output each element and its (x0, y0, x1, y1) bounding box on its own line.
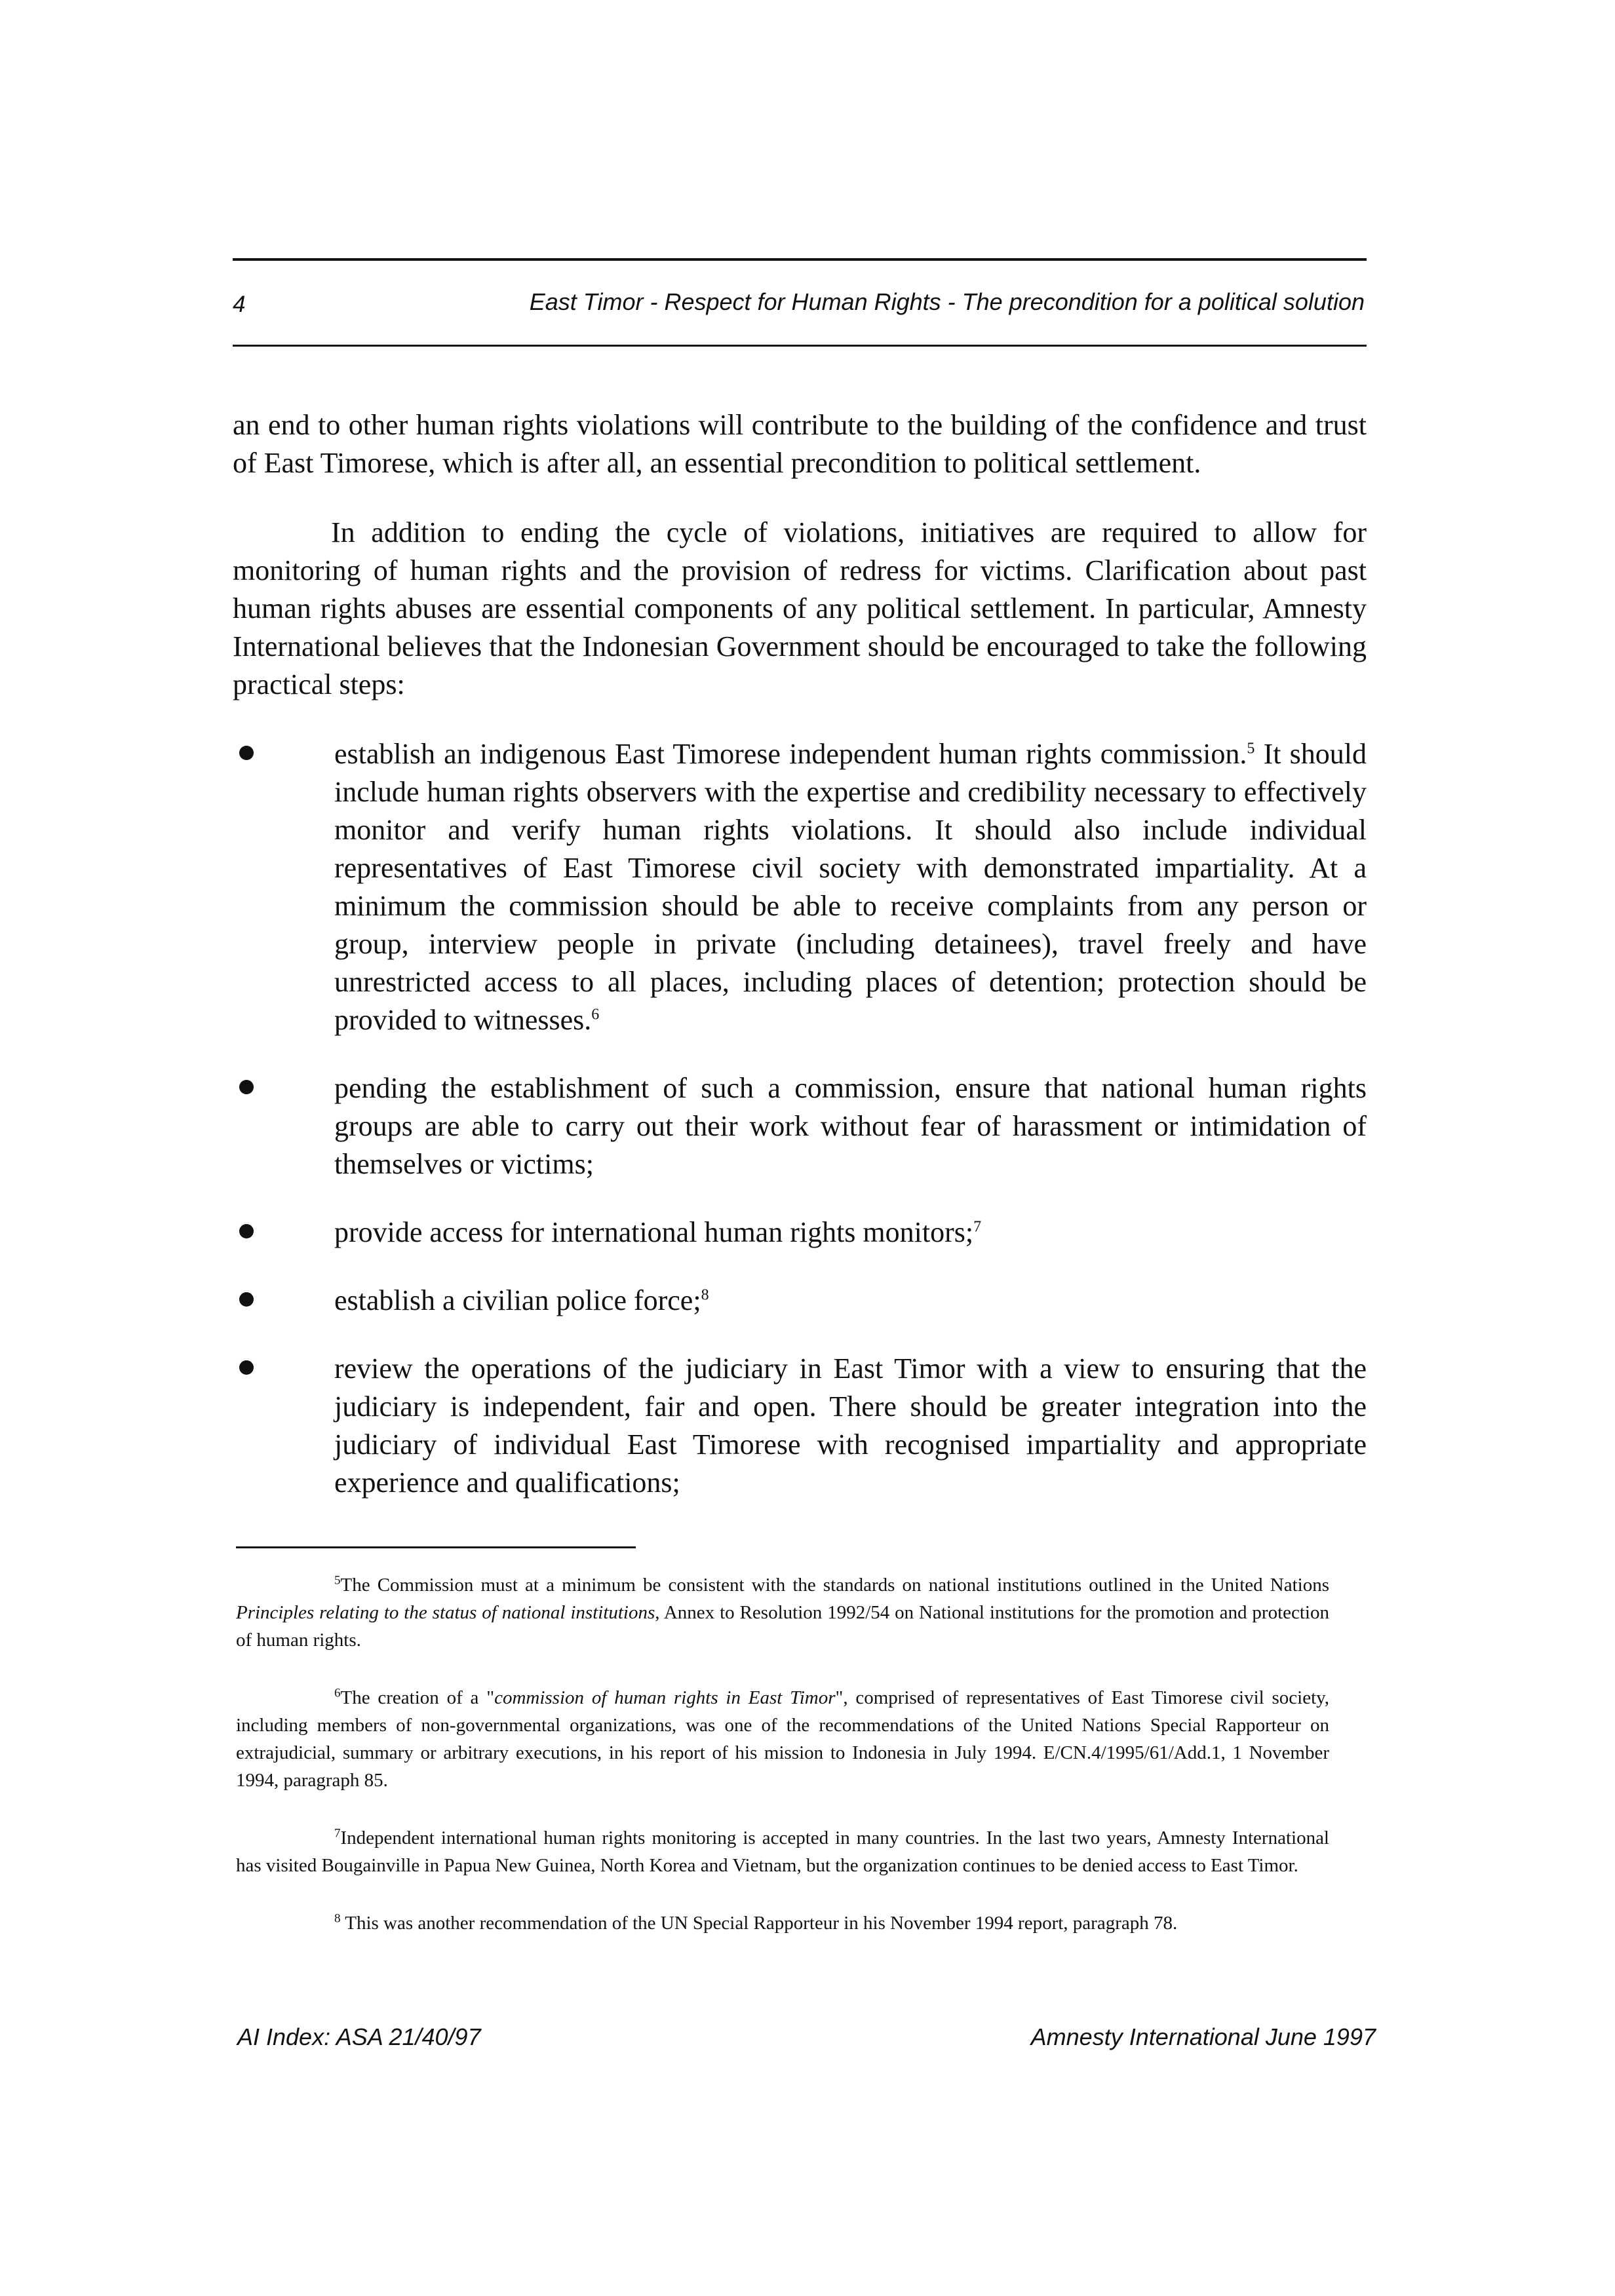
paragraph-1: an end to other human rights violations will contribute to the building of the confidence and trust of East Timorese, which is after all, an essential precondition to political settlement. (233, 409, 1367, 479)
footnote-number: 8 (334, 1911, 341, 1926)
list-item (233, 1282, 1367, 1320)
list-item-text: It should include human rights observers with the expertise and credibility necessary to effectively monitor and verify human rights violations. It should also include individual representatives of East Timorese civil society with demonstrated impartiality. At a minimum the commission should be able to receive complaints from any person or group, interview people in private (including detainees), travel freely and have unrestricted access to all places, including places of detention; protection should be provided to witnesses. (334, 738, 1367, 1036)
footnote-number: 7 (334, 1826, 341, 1841)
list-item (233, 1069, 1367, 1183)
footnote-text: ", comprised of representatives of East Timorese civil society, including members of non-governmental organizations, was one of the recommendations of the United Nations Special Rapporteur on extrajudicial, summary or arbitrary executions, in his report of his mission to Indonesia in July 1994. E/CN.4/1995/61/Add.1, 1 November 1994, paragraph 85. (236, 1687, 1330, 1791)
footnote-number: 5 (334, 1573, 341, 1588)
footnote-ref[interactable]: 7 (973, 1218, 982, 1236)
list-item (233, 735, 1367, 1039)
footnote-text: Independent international human rights monitoring is accepted in many countries. In the last two years, Amnesty International has visited Bougainville in Papua New Guinea, North Korea and Vietnam, but the organization continues to be denied access to East Timor. (236, 1827, 1329, 1876)
bullet-icon (239, 1224, 254, 1238)
footnote-number: 6 (334, 1686, 341, 1700)
footnote-text: The creation of a " (340, 1687, 495, 1708)
steps-list (233, 735, 1367, 1502)
bullet-icon (239, 1360, 254, 1375)
footnote-ref[interactable]: 5 (1247, 740, 1255, 757)
list-item-text: provide access for international human rights monitors; (334, 1216, 974, 1248)
footnote-5 (236, 1571, 1329, 1654)
footnote-ref[interactable]: 8 (701, 1286, 709, 1304)
footnote-italic-text: Principles relating to the status of national institutions (236, 1602, 655, 1623)
footnotes (236, 1571, 1329, 1967)
header-rule-bottom (233, 345, 1367, 347)
footnote-text: , Annex to Resolution 1992/54 on National institutions for the promotion and protection of human rights. (236, 1602, 1329, 1651)
footnote-8 (236, 1909, 1329, 1937)
footnote-ref[interactable]: 6 (591, 1006, 600, 1024)
footer-publisher-date: Amnesty International June 1997 (1030, 2023, 1376, 2050)
bullet-icon (239, 1292, 254, 1307)
page-number: 4 (233, 292, 246, 317)
list-item-text: review the operations of the judiciary in East Timor with a view to ensuring that the judiciary is independent, fair and open. There should be greater integration into the judiciary of individual East Timorese with recognised impartiality and appropriate experience and qualifications; (334, 1352, 1367, 1499)
bullet-icon (239, 746, 254, 760)
list-item (233, 1214, 1367, 1252)
list-item-text: establish an indigenous East Timorese independent human rights commission. (334, 738, 1247, 770)
list-item-text: pending the establishment of such a commission, ensure that national human rights groups are able to carry out their work without fear of harassment or intimidation of themselves or victims; (334, 1072, 1367, 1180)
paragraph-2: In addition to ending the cycle of violations, initiatives are required to allow for monitoring of human rights and the provision of redress for victims. Clarification about past human rights abuses are essential components of any political settlement. In particular, Amnesty International believes that the Indonesian Government should be encouraged to take the following practical steps: (233, 516, 1367, 700)
footnote-separator (236, 1546, 636, 1548)
footnote-text: The Commission must at a minimum be consistent with the standards on national institutions outlined in the United Nations (340, 1575, 1329, 1596)
footnote-italic-text: commission of human rights in East Timor (494, 1687, 836, 1708)
body-text (233, 406, 1367, 1532)
footnote-7 (236, 1824, 1329, 1879)
running-header-title: East Timor - Respect for Human Rights - The precondition for a political solution (529, 288, 1365, 315)
header-rule-top (233, 258, 1367, 261)
list-item-text: establish a civilian police force; (334, 1284, 701, 1316)
list-item (233, 1350, 1367, 1502)
bullet-icon (239, 1080, 254, 1094)
footer-ai-index: AI Index: ASA 21/40/97 (237, 2023, 481, 2050)
footnote-text: This was another recommendation of the UN Special Rapporteur in his November 1994 report, paragraph 78. (340, 1913, 1178, 1934)
footnote-6 (236, 1684, 1329, 1794)
